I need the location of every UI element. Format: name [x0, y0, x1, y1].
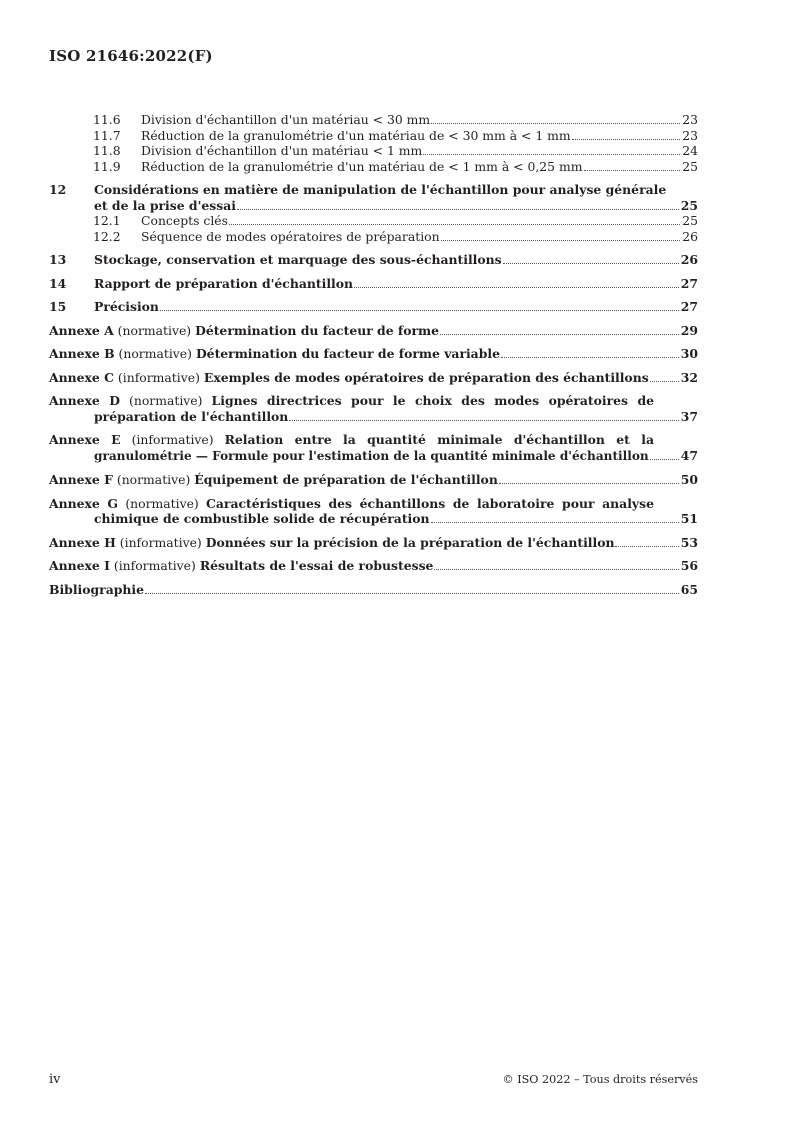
toc-title: Division d'échantillon d'un matériau < 30 mm	[141, 112, 431, 127]
toc-page: 32	[680, 369, 698, 385]
page-number: iv	[49, 1072, 61, 1087]
copyright-notice: © ISO 2022 – Tous droits réservés	[502, 1073, 698, 1086]
annex-title: Exemples de modes opératoires de préparation des échantillons	[203, 369, 649, 385]
toc-entry-13[interactable]	[49, 252, 698, 268]
toc-num: 11.9	[93, 158, 121, 174]
leader-dots	[229, 224, 680, 225]
toc-page: 27	[680, 299, 698, 314]
leader-dots	[289, 420, 678, 421]
leader-dots	[434, 569, 678, 570]
toc-entry-annex-a[interactable]	[49, 323, 698, 339]
toc-title: Précision	[94, 299, 159, 314]
annex-kind: (normative)	[117, 322, 192, 338]
leader-dots	[572, 139, 681, 140]
leader-dots	[650, 459, 679, 460]
annex-kind: (normative)	[118, 346, 192, 361]
annex-label: Annexe I	[49, 558, 110, 573]
toc-num: 11.8	[93, 143, 121, 158]
annex-kind: (normative)	[116, 472, 191, 487]
toc-entry-annex-e[interactable]	[49, 432, 698, 464]
annex-kind: (informative)	[131, 432, 214, 447]
leader-dots	[441, 240, 681, 241]
toc-entry-14[interactable]	[49, 276, 698, 292]
annex-label: Annexe H	[49, 534, 116, 550]
leader-dots	[145, 593, 679, 594]
toc-page: 24	[682, 143, 698, 158]
toc-entry-11-7[interactable]	[49, 128, 698, 144]
annex-title: Résultats de l'essai de robustesse	[199, 558, 434, 573]
annex-title-line1: Lignes directrices pour le choix des modes opératoires de	[211, 393, 654, 408]
leader-dots	[650, 381, 679, 382]
toc-entry-annex-f[interactable]	[49, 472, 698, 488]
toc-entry-12[interactable]	[49, 182, 698, 213]
toc-entry-15[interactable]	[49, 299, 698, 315]
annex-label: Annexe F	[49, 472, 113, 487]
document-id: ISO 21646:2022(F)	[49, 47, 213, 65]
toc-entry-annex-g[interactable]	[49, 496, 698, 527]
annex-kind: (normative)	[129, 393, 203, 408]
toc-entry-12-2[interactable]	[49, 229, 698, 245]
leader-dots	[354, 287, 679, 288]
table-of-contents	[49, 112, 698, 597]
toc-entry-12-1[interactable]	[49, 213, 698, 229]
toc-title: Stockage, conservation et marquage des sous-échantillons	[94, 252, 502, 267]
annex-title-line1: Caractéristiques des échantillons de laboratoire pour analyse	[206, 495, 654, 511]
toc-title: Concepts clés	[141, 213, 228, 228]
annex-title-line2: préparation de l'échantillon	[94, 408, 289, 424]
toc-page: 25	[682, 158, 698, 174]
toc-entry-annex-h[interactable]	[49, 535, 698, 551]
toc-page: 65	[680, 581, 698, 597]
toc-num: 11.7	[93, 127, 121, 143]
toc-num: 15	[49, 299, 67, 314]
toc-page: 30	[680, 346, 698, 361]
toc-title: Rapport de préparation d'échantillon	[94, 275, 354, 291]
annex-title: Équipement de préparation de l'échantillon	[194, 472, 498, 487]
toc-num: 11.6	[93, 112, 121, 127]
toc-page: 25	[680, 197, 698, 213]
toc-title: Réduction de la granulométrie d'un matériau de < 1 mm à < 0,25 mm	[141, 158, 583, 174]
toc-page: 51	[680, 511, 698, 526]
toc-entry-11-9[interactable]	[49, 159, 698, 175]
toc-title: Division d'échantillon d'un matériau < 1 mm	[141, 143, 423, 158]
toc-num: 13	[49, 252, 67, 267]
annex-title-line2: chimique de combustible solide de récupération	[94, 511, 430, 526]
leader-dots	[160, 310, 679, 311]
toc-entry-11-8[interactable]	[49, 143, 698, 159]
leader-dots	[615, 546, 678, 547]
leader-dots	[503, 263, 679, 264]
toc-page: 23	[682, 127, 698, 143]
annex-kind: (normative)	[125, 495, 199, 511]
leader-dots	[237, 209, 679, 210]
toc-num: 12.2	[93, 228, 121, 244]
toc-num: 12	[49, 182, 67, 197]
annex-kind: (informative)	[113, 558, 196, 573]
annex-label: Annexe G	[49, 495, 119, 511]
toc-entry-annex-b[interactable]	[49, 346, 698, 362]
toc-page: 27	[680, 275, 698, 291]
toc-title: Réduction de la granulométrie d'un matériau de < 30 mm à < 1 mm	[141, 127, 571, 143]
toc-title-line2: et de la prise d'essai	[94, 197, 236, 213]
toc-title: Séquence de modes opératoires de préparation	[141, 228, 440, 244]
leader-dots	[440, 334, 679, 335]
toc-page: 29	[680, 322, 698, 338]
toc-num: 12.1	[93, 213, 121, 228]
annex-label: Annexe E	[49, 432, 121, 447]
toc-page: 25	[682, 213, 698, 228]
toc-entry-annex-c[interactable]	[49, 370, 698, 386]
annex-title-line2: granulométrie — Formule pour l'estimation de la quantité minimale d'échantillon	[94, 448, 649, 463]
annex-kind: (informative)	[117, 369, 200, 385]
toc-page: 47	[680, 447, 698, 463]
leader-dots	[501, 357, 679, 358]
annex-label: Annexe D	[49, 393, 120, 408]
toc-entry-annex-d[interactable]	[49, 393, 698, 424]
leader-dots	[499, 483, 679, 484]
annex-kind: (informative)	[119, 534, 202, 550]
leader-dots	[584, 170, 681, 171]
toc-title-line1: Considérations en matière de manipulation de l'échantillon pour analyse générale	[94, 182, 667, 197]
annex-label: Annexe C	[49, 369, 114, 385]
toc-page: 23	[682, 112, 698, 127]
toc-page: 37	[680, 408, 698, 424]
annex-title: Détermination du facteur de forme variable	[195, 346, 500, 361]
toc-page: 26	[680, 252, 698, 267]
toc-page: 56	[680, 558, 698, 573]
toc-page: 53	[680, 534, 698, 550]
leader-dots	[423, 154, 680, 155]
annex-title: Détermination du facteur de forme	[195, 322, 440, 338]
toc-page: 26	[682, 228, 698, 244]
toc-entry-annex-i[interactable]	[49, 558, 698, 574]
annex-title: Données sur la précision de la préparation de l'échantillon	[205, 534, 615, 550]
leader-dots	[431, 522, 679, 523]
annex-title-line1: Relation entre la quantité minimale d'échantillon et la	[224, 432, 654, 447]
annex-label: Annexe A	[49, 322, 114, 338]
toc-entry-11-6[interactable]	[49, 112, 698, 128]
toc-page: 50	[680, 472, 698, 487]
toc-title: Bibliographie	[49, 581, 145, 597]
toc-entry-bibliography[interactable]	[49, 582, 698, 598]
annex-label: Annexe B	[49, 346, 115, 361]
leader-dots	[431, 123, 680, 124]
toc-num: 14	[49, 275, 67, 291]
